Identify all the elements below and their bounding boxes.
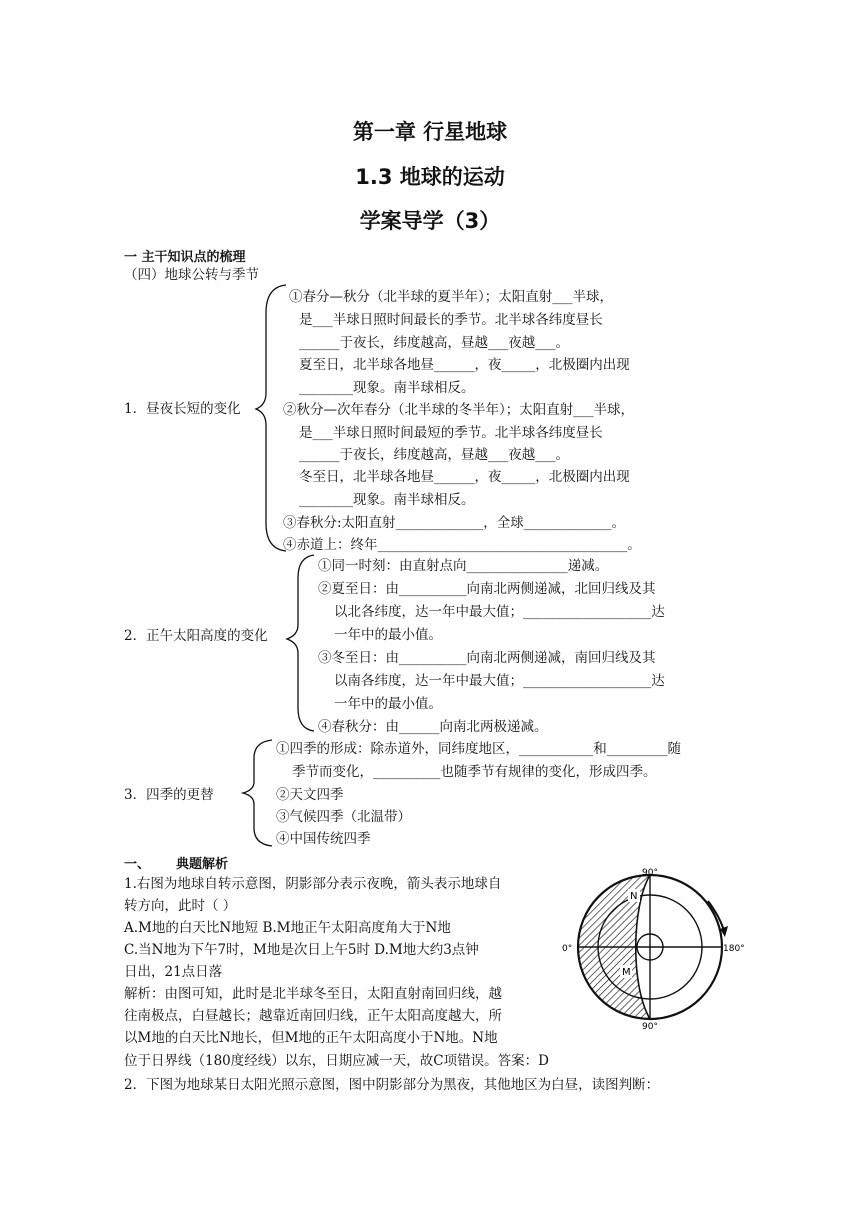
daylen-line: ________现象。南半球相反。	[299, 380, 475, 396]
daylen-line: 夏至日，北半球各地昼______，夜_____，北极圈内出现	[299, 357, 630, 373]
noon-line: ③冬至日：由__________向南北两侧递减，南回归线及其	[318, 650, 656, 666]
noon-line: 一年中的最小值。	[334, 696, 442, 712]
daylen-line: ③春秋分:太阳直射_____________，全球_____________。	[283, 515, 626, 531]
noon-line: 一年中的最小值。	[334, 627, 442, 643]
q1-line: 解析：由图可知，此时是北半球冬至日，太阳直射南回归线，越	[124, 986, 502, 1002]
left-longitude-label: 0°	[562, 944, 573, 954]
daylen-line: ④赤道上：终年_____________________________________。	[283, 537, 641, 553]
worksheet-subtitle: 学案导学（3）	[359, 209, 501, 233]
right-longitude-label: 180°	[723, 944, 745, 954]
noon-label: 2．正午太阳高度的变化	[124, 628, 268, 644]
daylen-line: ②秋分—次年春分（北半球的冬半年）；太阳直射___半球，	[283, 402, 634, 418]
part2-heading: 典题解析	[176, 857, 229, 872]
daylen-line: ______于夜长，纬度越高，昼越___夜越___。	[299, 447, 569, 463]
noon-line: ④春秋分：由______向南北两极递减。	[318, 719, 548, 735]
q1-line: 以M地的白天比N地长，但M地的正午太阳高度小于N地。N地	[124, 1030, 498, 1046]
bottom-latitude-label: 90°	[642, 1022, 658, 1032]
noon-line: 以南各纬度，达一年中最大值；___________________达	[334, 673, 665, 689]
brace-3	[240, 738, 280, 848]
daylen-line: ①春分—秋分（北半球的夏半年）；太阳直射___半球，	[289, 289, 613, 305]
q1-line: A.M地的白天比N地短 B.M地正午太阳高度角大于N地	[124, 920, 451, 936]
part1-heading: 一 主干知识点的梳理	[124, 250, 246, 265]
earth-rotation-diagram	[560, 865, 780, 1035]
point-n-label: N	[630, 891, 638, 902]
q1-line: 1.右图为地球自转示意图，阴影部分表示夜晚，箭头表示地球自	[124, 876, 502, 892]
q1-line: 往南极点，白昼越长；越靠近南回归线，正午太阳高度越大，所	[124, 1008, 502, 1024]
daylen-line: 冬至日，北半球各地昼______，夜_____，北极圈内出现	[299, 469, 630, 485]
daylen-line: 是___半球日照时间最短的季节。北半球各纬度昼长	[299, 425, 603, 441]
seasons-label: 3．四季的更替	[124, 787, 214, 803]
noon-line: ②夏至日：由__________向南北两侧递减，北回归线及其	[318, 581, 656, 597]
point-m-label: M	[622, 967, 631, 978]
daylen-line: 是___半球日照时间最长的季节。北半球各纬度昼长	[299, 312, 603, 328]
q2-line: 2．下图为地球某日太阳光照示意图，图中阴影部分为黑夜，其他地区为白昼，读图判断：	[124, 1077, 660, 1093]
q1-line: 转方向，此时（ ）	[124, 898, 237, 914]
noon-line: 以北各纬度，达一年中最大值；___________________达	[334, 604, 665, 620]
daylen-label: 1．昼夜长短的变化	[124, 401, 241, 417]
noon-line: ①同一时刻：由直射点向_______________递减。	[318, 558, 609, 574]
seasons-line: ②天文四季	[276, 787, 344, 803]
top-latitude-label: 90°	[642, 868, 658, 878]
q1-line: C.当N地为下午7时，M地是次日上午5时 D.M地大约3点钟	[124, 942, 479, 958]
q1-line: 日出，21点日落	[124, 964, 223, 980]
chapter-title: 第一章 行星地球	[352, 120, 508, 144]
daylen-line: ______于夜长，纬度越高，昼越___夜越___。	[299, 335, 569, 351]
seasons-line: ④中国传统四季	[276, 831, 371, 847]
q1-line: 位于日界线（180度经线）以东，日期应减一天，故C项错误。答案：D	[124, 1053, 549, 1069]
seasons-line: ①四季的形成：除赤道外，同纬度地区，___________和_________随	[276, 741, 681, 757]
daylen-line: ________现象。南半球相反。	[299, 492, 475, 508]
seasons-line: 季节而变化，__________也随季节有规律的变化，形成四季。	[292, 764, 657, 780]
part2-heading-number: 一、	[124, 857, 151, 872]
section-title: 1.3 地球的运动	[355, 165, 505, 189]
seasons-line: ③气候四季（北温带）	[276, 809, 411, 825]
part1-subheading: （四）地球公转与季节	[124, 267, 259, 283]
